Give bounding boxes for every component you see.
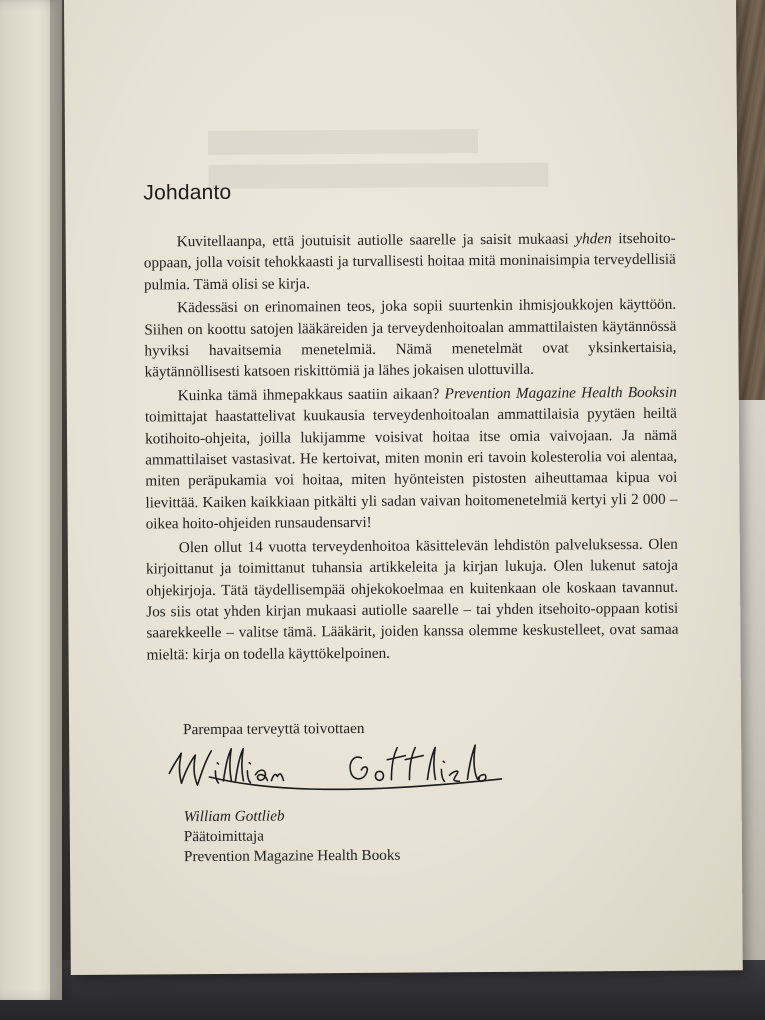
bleed-through-text [145, 84, 569, 243]
book-page [64, 0, 743, 975]
signer-name: William Gottlieb [183, 807, 285, 826]
handwritten-signature [161, 735, 521, 800]
signer-publisher: Prevention Magazine Health Books [183, 846, 401, 866]
closing-line: Parempaa terveyttä toivottaen [183, 719, 365, 739]
paragraph-1-text-a: Kuvitellaanpa, että joutuisit autiolle saarelle ja saisit mukaasi [176, 230, 576, 251]
body-text [144, 228, 679, 668]
paragraph-3-text-b: toimittajat haastattelivat kuukausia terveydenhoitoalan ammattilaisia pyytäen heiltä kotihoito-ohjeita, joilla lukijamme voisivat hoitaa itse omia vaivojaan. Ja nämä ammattilaiset vastasivat. He kertoivat, miten monin eri tavoin kolesterolia voi alentaa, miten peräpukamia voi hoitaa, miten hyönteisten pistosten aiheuttamaa kipua voi lievittää. Kaiken kaikkiaan pitkälti yli sadan vaivan hoitomenetelmiä kertyi yli 2 000 – oikea hoito-ohjeiden runsaudensarvi! [144, 404, 678, 533]
paragraph-3 [145, 382, 678, 536]
paragraph-3-text-a: Kuinka tämä ihmepakkaus saatiin aikaan? [177, 385, 445, 405]
paragraph-3-emphasis: Prevention Magazine Health Booksin [444, 383, 677, 403]
bleed-through-shapes [208, 118, 569, 201]
paragraph-1 [144, 228, 676, 296]
paragraph-1-text-b: itsehoito-oppaan, jolla voisit tehokkaasti ja turvallisesti hoitaa mitä moninaisimpia terveydellisiä pulmia. Tämä olisi se kirja. [143, 229, 676, 294]
paragraph-2: Kädessäsi on erinomainen teos, joka sopii suurtenkin ihmisjoukkojen käyttöön. Siihen on koottu satojen lääkäreiden ja terveydenhoitoalan ammattilaisten käytännössä hyviksi havaitsemia menetelmiä. Nämä menetelmät ovat yksinkertaisia, käytännöllisesti katsoen riskittömiä ja lähes jokaisen ulottuvilla. [144, 295, 677, 381]
paragraph-4: Olen ollut 14 vuotta terveydenhoitoa käsittelevän lehdistön palveluksessa. Olen kirjoittanut ja toimittanut tuhansia artikkeleita ja kirjan lukuja. Olen lukenut satoja ohjekirjoja. Tätä täydellisempää ohjekokoelmaa en kuitenkaan ole koskaan tavannut. Jos siis otat yhden kirjan mukaasi autiolle saarelle – tai yhden itsehoito-oppaan kotisi saarekkeelle – valitse tämä. Lääkärit, joiden kanssa olemme keskustelleet, ovat samaa mieltä: kirja on todella käyttökelpoinen. [145, 535, 679, 664]
signer-block [184, 806, 401, 868]
paragraph-1-emphasis: yhden [575, 230, 612, 248]
page-heading: Johdanto [143, 180, 232, 205]
signer-role: Päätoimittaja [183, 827, 265, 846]
